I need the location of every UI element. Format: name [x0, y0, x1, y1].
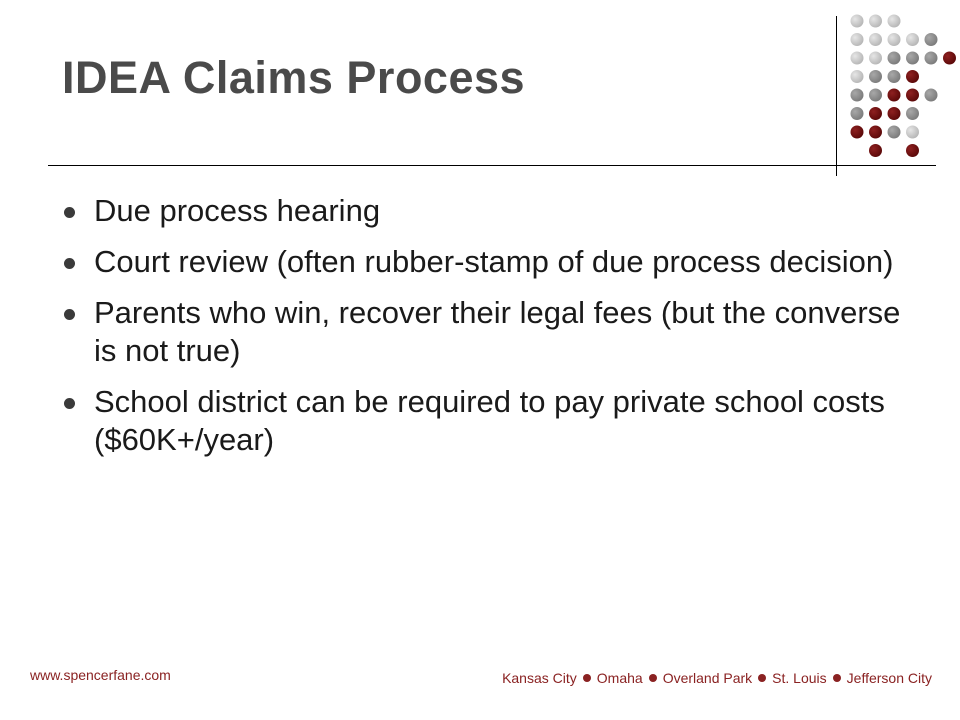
- footer-city: Jefferson City: [846, 670, 932, 686]
- separator-dot-icon: [649, 674, 657, 682]
- decorative-dot-icon: [851, 126, 864, 139]
- decorative-dot-icon: [869, 33, 882, 46]
- footer-city: St. Louis: [772, 670, 827, 686]
- bullet-text: Court review (often rubber-stamp of due process decision): [94, 244, 894, 279]
- decorative-dot-icon: [888, 107, 901, 120]
- decorative-dot-icon: [888, 70, 901, 83]
- decorative-dot-icon: [851, 15, 864, 28]
- decorative-dot-icon: [869, 15, 882, 28]
- title-horizontal-rule: [48, 165, 936, 166]
- slide-title: IDEA Claims Process: [62, 52, 526, 103]
- decorative-dot-icon: [851, 52, 864, 65]
- decorative-dot-icon: [906, 70, 919, 83]
- bullet-text: Parents who win, recover their legal fees (but the converse is not true): [94, 295, 901, 368]
- footer-city: Kansas City: [502, 670, 577, 686]
- decorative-dot-icon: [869, 89, 882, 102]
- decorative-dot-icon: [925, 89, 938, 102]
- decorative-dot-icon: [888, 52, 901, 65]
- decorative-dot-icon: [888, 15, 901, 28]
- decorative-dot-icon: [906, 107, 919, 120]
- bullet-dot-icon: [64, 398, 75, 409]
- decorative-dot-icon: [888, 126, 901, 139]
- decorative-dot-icon: [906, 33, 919, 46]
- decorative-dot-icon: [869, 70, 882, 83]
- decorative-dot-icon: [869, 52, 882, 65]
- decorative-dot-icon: [925, 33, 938, 46]
- bullet-item: [64, 243, 904, 281]
- footer-website-link[interactable]: www.spencerfane.com: [30, 667, 171, 683]
- decorative-dot-icon: [851, 33, 864, 46]
- decorative-dot-icon: [906, 144, 919, 157]
- title-vertical-rule: [836, 16, 837, 176]
- decorative-dot-icon: [925, 52, 938, 65]
- separator-dot-icon: [758, 674, 766, 682]
- decorative-dot-icon: [888, 33, 901, 46]
- decorative-dot-icon: [906, 89, 919, 102]
- bullet-dot-icon: [64, 207, 75, 218]
- decorative-dot-icon: [851, 70, 864, 83]
- decorative-dot-icon: [869, 144, 882, 157]
- separator-dot-icon: [583, 674, 591, 682]
- footer-office-cities: [502, 670, 932, 686]
- decorative-dot-icon: [943, 52, 956, 65]
- bullet-item: [64, 192, 904, 230]
- decorative-dot-icon: [869, 107, 882, 120]
- bullet-text: Due process hearing: [94, 193, 381, 228]
- decorative-dot-icon: [906, 52, 919, 65]
- footer-city: Omaha: [596, 670, 643, 686]
- bullet-text: School district can be required to pay private school costs ($60K+/year): [94, 384, 885, 457]
- decorative-dot-icon: [851, 107, 864, 120]
- footer-city: Overland Park: [662, 670, 753, 686]
- bullet-item: [64, 294, 904, 370]
- bullet-list: [64, 192, 904, 472]
- decorative-dot-icon: [869, 126, 882, 139]
- decorative-dot-icon: [888, 89, 901, 102]
- bullet-dot-icon: [64, 309, 75, 320]
- bullet-dot-icon: [64, 258, 75, 269]
- separator-dot-icon: [833, 674, 841, 682]
- bullet-item: [64, 383, 904, 459]
- decorative-dot-icon: [906, 126, 919, 139]
- decorative-dot-icon: [851, 89, 864, 102]
